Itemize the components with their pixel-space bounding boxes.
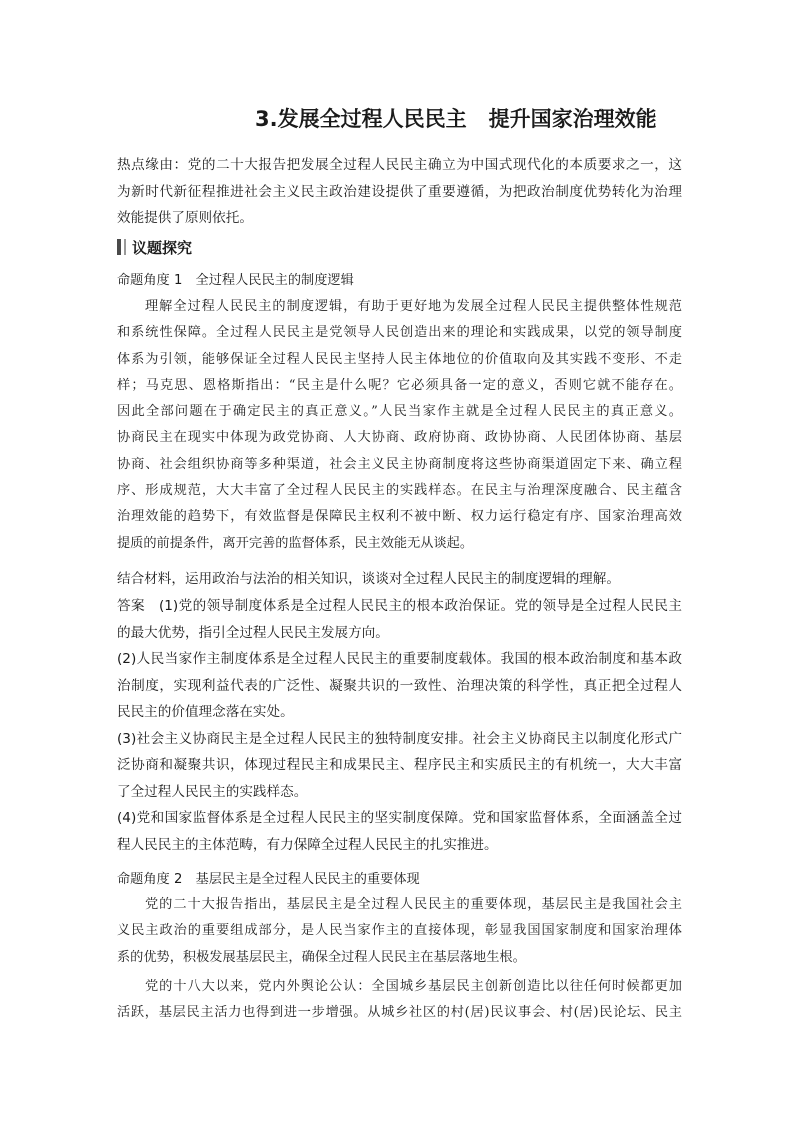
material-line: 和系统性保障。全过程人民民主是党领导人民创造出来的理论和实践成果，以党的领导制度 xyxy=(117,325,682,341)
answer-line: 治制度，实现利益代表的广泛性、凝聚共识的一致性、治理决策的科学性，真正把全过程人 xyxy=(117,677,682,694)
title-part-2: 提升国家治理效能 xyxy=(488,107,657,131)
section-marker-icon xyxy=(124,239,126,255)
angle-2-heading-text: 命题角度 2 基层民主是全过程人民民主的重要体现 xyxy=(117,872,420,887)
answer-line: 泛协商和凝聚共识，体现过程民主和成果民主、程序民主和实质民主的有机统一，大大丰富 xyxy=(117,757,682,773)
material-line: 体系为引领，能够保证全过程人民民主坚持人民主体地位的价值取向及其实践不变形、不走 xyxy=(117,351,682,367)
material-line: 提质的前提条件，离开完善的监督体系，民主效能无从谈起。 xyxy=(117,535,474,551)
angle-1-answer xyxy=(117,593,682,858)
angle-2-material-2 xyxy=(117,974,682,1027)
material-line: 党的二十大报告指出，基层民主是全过程人民民主的重要体现，基层民主是我国社会主 xyxy=(145,897,682,912)
material-line: 治理效能的趋势下，有效监督是保障民主权利不被中断、权力运行稳定有序、国家治理高效 xyxy=(117,509,682,525)
angle-2-material xyxy=(117,892,682,971)
answer-line: 了全过程人民民主的实践样态。 xyxy=(117,783,308,800)
title-part-1: 3.发展全过程人民民主 xyxy=(255,107,467,131)
answer-line: (3)社会主义协商民主是全过程人民民主的独特制度安排。社会主义协商民主以制度化形式广 xyxy=(117,730,682,747)
intro-line: 为新时代新征程推进社会主义民主政治建设提供了重要遵循，为把政治制度优势转化为治理 xyxy=(117,183,682,200)
section-header xyxy=(117,236,192,258)
material-line: 协商民主在现实中体现为政党协商、人大协商、政府协商、政协协商、人民团体协商、基层 xyxy=(117,430,682,446)
answer-line: 答案 (1)党的领导制度体系是全过程人民民主的根本政治保证。党的领导是全过程人民民主 xyxy=(117,598,682,614)
page-title xyxy=(255,103,725,137)
answer-line: 民民主的价值理念落在实处。 xyxy=(117,704,294,720)
question-text: 结合材料，运用政治与法治的相关知识，谈谈对全过程人民民主的制度逻辑的理解。 xyxy=(117,571,620,587)
material-line: 党的十八大以来，党内外舆论公认：全国城乡基层民主创新创造比以往任何时候都更加 xyxy=(145,979,682,994)
material-line: 协商、社会组织协商等多种渠道，社会主义民主协商制度将这些协商渠道固定下来、确立程 xyxy=(117,456,682,472)
answer-line: (2)人民当家作主制度体系是全过程人民民主的重要制度载体。我国的根本政治制度和基本政 xyxy=(117,651,682,667)
angle-1-material xyxy=(117,294,682,557)
angle-1-question xyxy=(117,566,682,593)
angle-1-heading-text: 命题角度 1 全过程人民民主的制度逻辑 xyxy=(117,273,354,288)
answer-line: (4)党和国家监督体系是全过程人民民主的坚实制度保障。党和国家监督体系，全面涵盖全过 xyxy=(117,810,682,826)
material-line: 义民主政治的重要组成部分，是人民当家作主的直接体现，彰显我国国家制度和国家治理体 xyxy=(117,923,682,939)
material-line: 活跃，基层民主活力也得到进一步增强。从城乡社区的村(居)民议事会、村(居)民论坛、民主 xyxy=(117,1005,682,1021)
intro-line: 效能提供了原则依托。 xyxy=(117,210,253,226)
intro-paragraph xyxy=(117,152,682,232)
intro-line: 热点缘由：党的二十大报告把发展全过程人民民主确立为中国式现代化的本质要求之一，这 xyxy=(117,157,682,173)
section-title: 议题探究 xyxy=(132,238,193,257)
angle-1-heading xyxy=(117,268,682,294)
section-marker-icon xyxy=(117,239,121,255)
material-line: 理解全过程人民民主的制度逻辑，有助于更好地为发展全过程人民民主提供整体性规范 xyxy=(145,299,682,314)
material-line: 系的优势，积极发展基层民主，确保全过程人民民主在基层落地生根。 xyxy=(117,949,526,965)
material-line: 因此全部问题在于确定民主的真正意义。”人民当家作主就是全过程人民民主的真正意义。 xyxy=(117,404,682,420)
answer-line: 程人民民主的主体范畴，有力保障全过程人民民主的扎实推进。 xyxy=(117,836,498,853)
answer-line: 的最大优势，指引全过程人民民主发展方向。 xyxy=(117,624,389,641)
material-line: 序、形成规范，大大丰富了全过程人民民主的实践样态。在民主与治理深度融合、民主蕴含 xyxy=(117,483,682,499)
angle-2-heading xyxy=(117,867,682,893)
material-line: 样；马克思、恩格斯指出：“民主是什么呢？它必须具备一定的意义，否则它就不能存在。 xyxy=(117,377,682,393)
